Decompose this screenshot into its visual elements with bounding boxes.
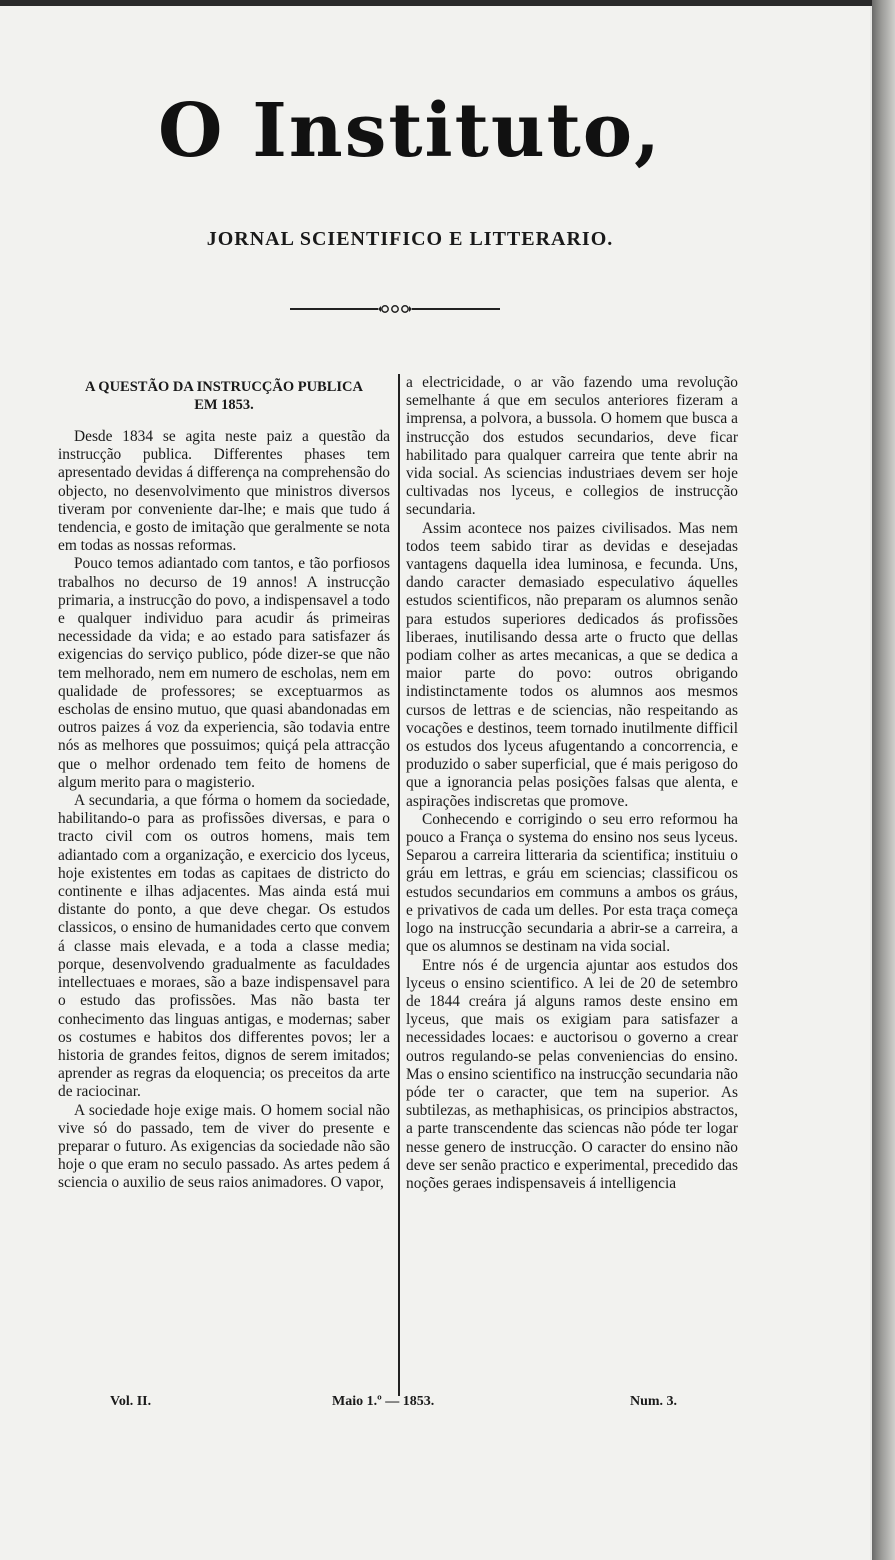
ornament-divider (290, 302, 500, 316)
column-divider (398, 374, 400, 1396)
paragraph: A sociedade hoje exige mais. O homem social não vive só do passado, tem de viver do presente e preparar o futuro. As exigencias da sociedade não são hoje o que eram no seculo passado. As artes pedem á sciencia o auxilio de seus raios animadores. O vapor, (58, 1101, 390, 1192)
left-column (58, 374, 390, 1193)
article-heading-line1: A QUESTÃO DA INSTRUCÇÃO PUBLICA (85, 379, 363, 395)
masthead-title: O Instituto, (158, 88, 662, 174)
paragraph: A secundaria, a que fórma o homem da sociedade, habilitando-o para as profissões diversas, e para o tracto civil com os outros homens, mais tem adiantado com a organização, e exercicio dos lyceus, hoje existentes em todas as capitaes de districto do continente e ilhas adjacentes. Mas ainda está mui distante do ponto, a que deve chegar. Os estudos classicos, o ensino de humanidades certo que convem á classe mais elevada, e a toda a classe media; porque, desenvolvendo gradualmente as faculdades intellectuaes e moraes, são a baze indispensavel para o estudo das profissões. Mas não basta ter conhecimento das linguas antigas, e modernas; saber os costumes e habitos dos differentes povos; ler a historia de grandes feitos, dignos de serem imitados; aprender as regras da eloquencia; os preceitos da arte de raciocinar. (58, 792, 390, 1101)
footer-volume: Vol. II. (110, 1394, 152, 1409)
footer-date: Maio 1.º — 1853. (332, 1394, 435, 1409)
page-footer (110, 1394, 690, 1414)
right-column (406, 374, 738, 1193)
footer-number: Num. 3. (630, 1394, 678, 1409)
article-heading-line2: EM 1853. (194, 397, 254, 413)
masthead-subtitle: JORNAL SCIENTIFICO E LITTERARIO. (206, 228, 614, 250)
article-heading (58, 378, 390, 414)
paragraph: Assim acontece nos paizes civilisados. Mas nem todos teem sabido tirar as devidas e desejadas vantagens daquella idea luminosa, e fecunda. Uns, dando caracter demasiado especulativo áquelles estudos scientificos, não preparam os alumnos senão para estudos superiores dedicados ás profissões liberaes, inutilisando dessa arte o fructo que dellas podiam colher as artes mecanicas, a que se dedica a maior parte do povo: outros obrigando indistinctamente todos os alumnos aos mesmos cursos de lettras e de sciencias, não respeitando as vocações e destinos, teem tornado inutilmente difficil os estudos dos lyceus afugentando a concorrencia, e produzido o saber superficial, que é mais perigoso do que a ignorancia pelas posições falsas que alenta, e aspirações indiscretas que promove. (406, 519, 738, 810)
paragraph: Conhecendo e corrigindo o seu erro reformou ha pouco a França o systema do ensino nos seus lyceus. Separou a carreira litteraria da scientifica; instituiu o gráu em lettras, e gráu em sciencias; classificou os estudos secundarios em communs a ambos os gráus, e privativos de cada um delles. Por esta traça começa logo na instrucção secundaria a abrir-se a carreira, a que os alumnos se destinam na vida social. (406, 810, 738, 956)
paragraph: Desde 1834 se agita neste paiz a questão da instrucção publica. Differentes phases tem apresentado devidas á differença na comprehensão do objecto, no desenvolvimento que ministros diversos tiveram por conveniente dar-lhe; e mais que tudo á tendencia, e gosto de imitação que geralmente se nota em todas as nossas reformas. (58, 428, 390, 555)
paragraph: Pouco temos adiantado com tantos, e tão porfiosos trabalhos no decurso de 19 annos! A instrucção primaria, a instrucção do povo, a indispensavel a todo e qualquer individuo para acudir ás primeiras necessidade da vida; e ao estado para satisfazer ás exigencias do serviço publico, póde dizer-se que não tem melhorado, nem em numero de escholas, nem em qualidade de professores; se exceptuarmos as escholas de ensino mutuo, que quasi abandonadas em outros paizes á voz da experiencia, são todavia entre nós as melhores que possuimos; quiçá pela attracção que o melhor ordenado tem feito de homens de algum merito para o magisterio. (58, 555, 390, 791)
paragraph: Entre nós é de urgencia ajuntar aos estudos dos lyceus o ensino scientifico. A lei de 20 de setembro de 1844 creára já alguns ramos deste ensino em lyceus, que mais os exigiam para satisfazer a necessidades locaes: e auctorisou o governo a crear outros regulando-se pelas conveniencias do ensino. Mas o ensino scientifico na instrucção secundaria não póde ter o caracter, que tem na superior. As subtilezas, as methaphisicas, os principios abstractos, a parte transcendente das sciencas não póde ter logar nesse genero de instrucção. O caracter do ensino não deve ser senão practico e experimental, precedido das noções geraes indispensaveis á intelligencia (406, 956, 738, 1192)
page-edge (872, 0, 895, 1560)
paragraph: a electricidade, o ar vão fazendo uma revolução semelhante á que em seculos anteriores fizeram a imprensa, a polvora, a bussola. O homem que busca a instrucção dos estudos secundarios, deve ficar habilitado para qualquer carreira que tente abrir na vida social. As sciencias industriaes devem ser hoje cultivadas nos lyceus, e collegios de instrucção secundaria. (406, 374, 738, 519)
